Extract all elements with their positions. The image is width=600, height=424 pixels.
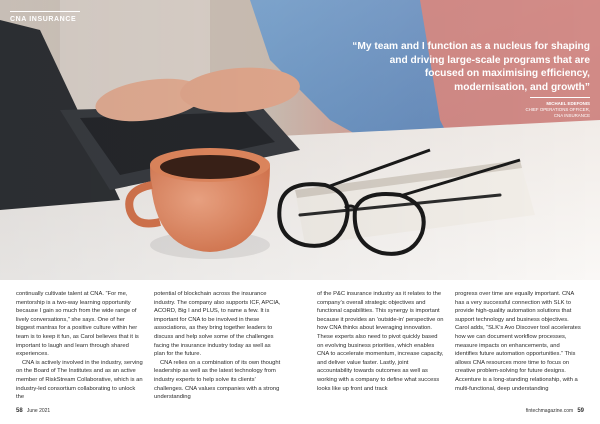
section-tag: CNA INSURANCE (10, 16, 77, 23)
body-column-2 (154, 290, 282, 402)
section-rule (10, 11, 80, 12)
paragraph: continually cultivate talent at CNA. “For me, mentorship is a two-way learning opportunity because I gain so much from the wide range of lively conversations,” she says. One of her biggest mantras for a positive culture within her team is to keep it fun, as Carol believes that it is important to laugh and learn through shared experiences. (16, 291, 139, 358)
pull-quote: “My team and I function as a nucleus for shaping and driving large-scale programs that are focused on maximising efficiency, modernisation, and growth” (352, 41, 590, 93)
quote-attribution (525, 101, 590, 118)
paragraph: potential of blockchain across the insurance industry. The company also supports ICF, APCIA, ACORD, Big I and PLUS, to name a few. It is important for CNA to be involved in these associations, as they bring together leaders to discuss and help solve some of the challenges facing the insurance industry today as well as plan for the future. (154, 291, 281, 358)
paragraph: CNA relies on a combination of its own thought leadership as well as the latest technology from industry experts to help solve its clients’ challenges. CNA values companies with a strong understanding (154, 359, 281, 401)
footer-left (16, 408, 50, 414)
page-number-left: 58 (16, 408, 23, 414)
body-column-3 (317, 290, 445, 402)
magazine-site: fintechmagazine.com (525, 408, 574, 414)
attribution-name: MICHAEL EDEFONIS (546, 101, 590, 106)
issue-date: June 2021 (26, 408, 51, 414)
paragraph: CNA is actively involved in the industry, serving on the Board of The Institutes and as an active member of RiskStream Collaborative, which is an industry-led consortium collaborating to unlock the (16, 359, 143, 401)
attribution-title-line-2: CNA INSURANCE (553, 112, 590, 118)
body-column-4 (455, 290, 583, 402)
footer-right (526, 408, 584, 414)
paragraph: progress over time are equally important. CNA has a very successful connection with SLK to provide high-quality automation solutions that support technology and business objectives. Carol adds, “SLK’s Avo Discover tool accelerates how we can document workflow processes, measure impacts on enhancements, and identifies future automation opportunities.” This allows CNA resources more time to focus on creative problem-solving for future designs. Accenture is a long-standing relationship, with a multi-functional, deep understanding (455, 291, 581, 392)
body-column-1 (16, 290, 144, 402)
quote-divider (530, 97, 590, 98)
attribution-title-line-1: CHIEF OPERATIONS OFFICER, (525, 106, 590, 112)
paragraph: of the P&C insurance industry as it relates to the company’s overall strategic objectives and functional capabilities. This synergy is important because it provides an ‘outside-in’ perspective on how CNA thinks about leveraging innovation. These experts also need to pivot quickly based on evolving business priorities, which enables CNA to accelerate momentum, increase capacity, and deliver value faster. Lastly, joint accountability towards outcomes as well as working with a company to define what success looks like up front and track (317, 291, 444, 392)
page-number-right: 59 (577, 408, 584, 414)
